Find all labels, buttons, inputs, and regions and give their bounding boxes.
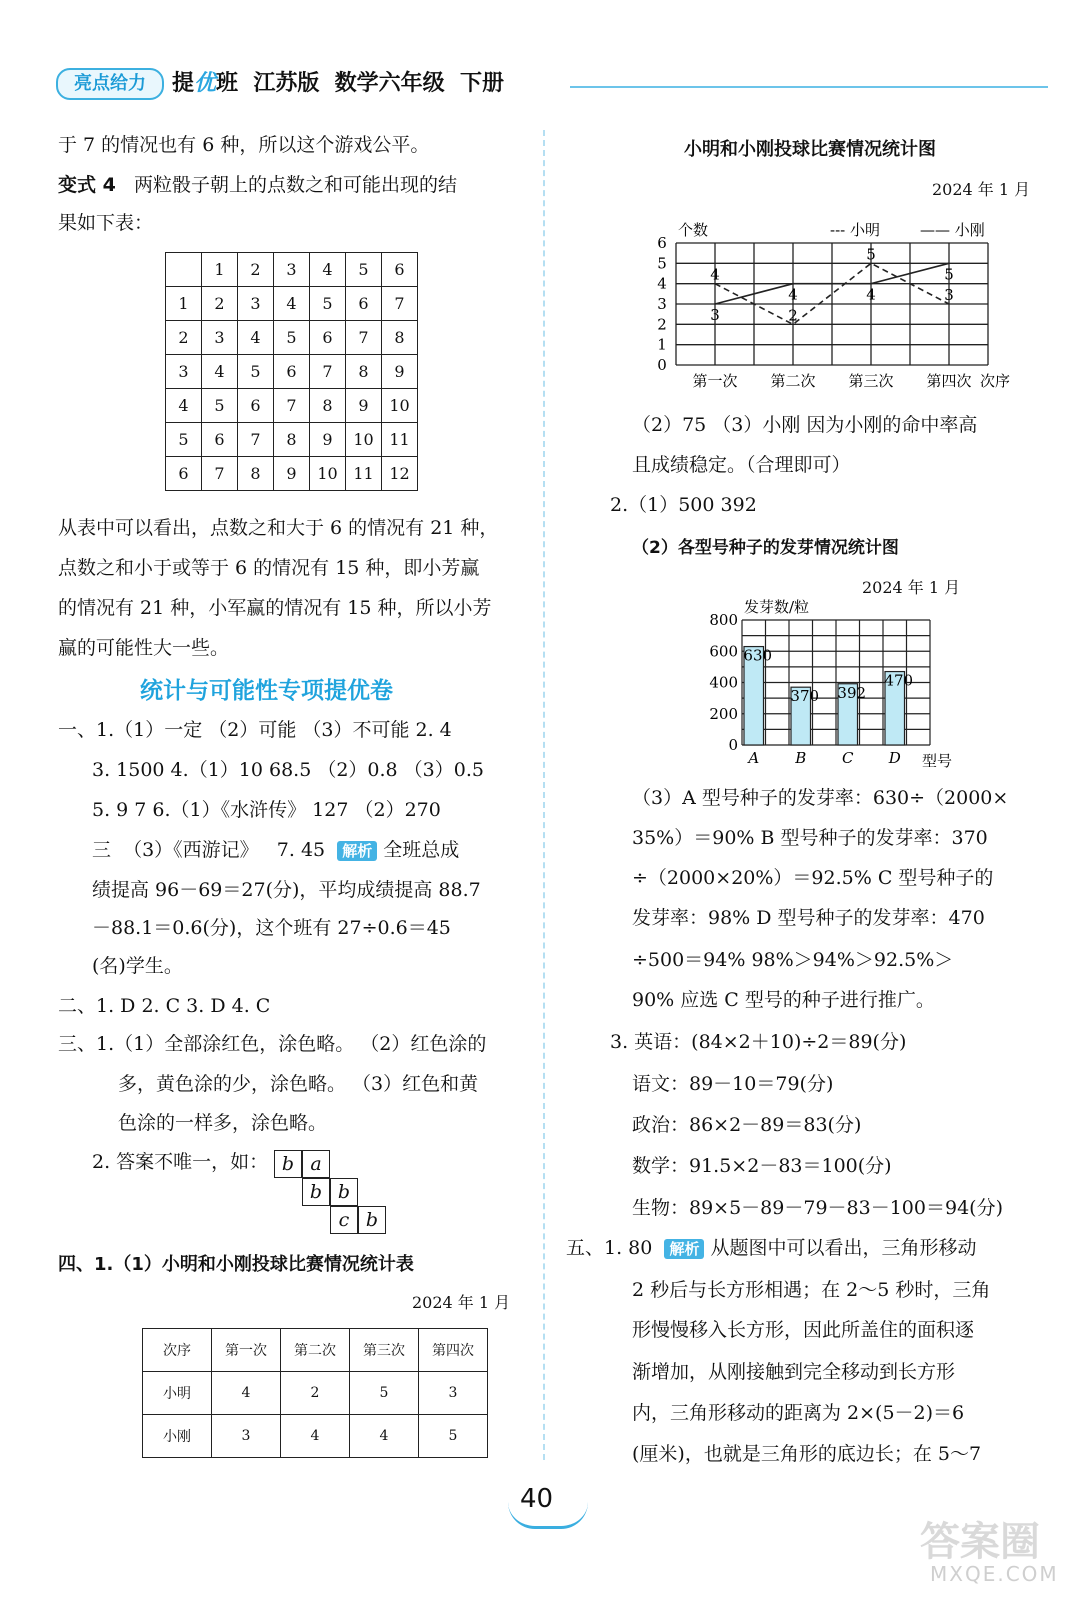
table-cell: 5: [202, 389, 238, 423]
table-cell: 3: [274, 253, 310, 287]
data-label: 2: [788, 306, 798, 325]
chart1-ylabel: 个数: [678, 221, 709, 239]
table-cell: 7: [274, 389, 310, 423]
table-cell: 9: [382, 355, 418, 389]
chart1-xlabel: 次序: [980, 372, 1011, 390]
table-cell: 2: [166, 321, 202, 355]
q3-line4: 数学：91.5×2－83＝100(分): [632, 1155, 892, 1177]
table-cell: 4: [238, 321, 274, 355]
section-title: 统计与可能性专项提优卷: [140, 678, 393, 704]
s3-line3: 色涂的一样多，涂色略。: [118, 1112, 328, 1134]
right-p4: 发芽率：98% D 型号种子的发芽率：470: [632, 907, 985, 929]
table-row: [143, 1372, 488, 1415]
table-cell: 6: [382, 253, 418, 287]
s1-line5: 绩提高 96－69＝27(分)，平均成绩提高 88.7: [92, 879, 481, 901]
right-line2: 且成绩稳定。（合理即可）: [632, 454, 851, 476]
analysis-tag: 解析: [337, 841, 377, 861]
table-cell: 9: [310, 423, 346, 457]
table-cell: 4: [166, 389, 202, 423]
table-cell: 7: [346, 321, 382, 355]
table-cell: 1: [166, 287, 202, 321]
net-cell: c: [330, 1206, 358, 1234]
q3-line1: 3. 英语：(84×2＋10)÷2＝89(分): [610, 1031, 907, 1053]
q3-line2: 语文：89－10＝79(分): [632, 1073, 834, 1095]
table-header-cell: 第二次: [281, 1329, 350, 1372]
table-cell: 6: [346, 287, 382, 321]
table-cell: 6: [310, 321, 346, 355]
left-para-4: 赢的可能性大一些。: [58, 637, 230, 659]
y-tick-label: 6: [657, 234, 667, 252]
variant-line: [58, 165, 457, 205]
x-tick-label: A: [748, 749, 760, 767]
y-tick-label: 5: [657, 254, 667, 273]
table-cell: 4: [281, 1415, 350, 1458]
table-row: [166, 287, 418, 321]
table-cell: 10: [382, 389, 418, 423]
s1-line4b: 全班总成: [383, 839, 460, 861]
q3-line3: 政治：86×2－89＝83(分): [632, 1114, 862, 1136]
x-tick-label: 第二次: [770, 372, 816, 390]
table-cell: 3: [419, 1372, 488, 1415]
net-cell: a: [302, 1150, 330, 1178]
chart2-xlabel: 型号: [922, 752, 953, 770]
bar-value-label: 392: [837, 683, 867, 702]
table-cell: 5: [166, 423, 202, 457]
table-cell: 5: [274, 321, 310, 355]
right-p2: 35%）＝90% B 型号种子的发芽率：370: [632, 827, 988, 849]
table-cell: 5: [310, 287, 346, 321]
left-para-3: 的情况有 21 种，小军赢的情况有 15 种，所以小芳: [58, 597, 492, 619]
table-cell: 7: [202, 457, 238, 491]
table-cell: 8: [346, 355, 382, 389]
table-header-cell: 第三次: [350, 1329, 419, 1372]
page-number: 40: [520, 1484, 554, 1514]
s4-date: 2024 年 1 月: [412, 1293, 511, 1312]
table-row: [166, 253, 418, 287]
dice-sum-table: [165, 252, 418, 491]
title-post: 班 江苏版 数学六年级 下册: [216, 71, 504, 96]
table-cell: 3: [212, 1415, 281, 1458]
left-para-1: 从表中可以看出，点数之和大于 6 的情况有 21 种，: [58, 517, 499, 539]
s2-line: 二、1. D 2. C 3. D 4. C: [58, 995, 271, 1017]
y-tick-label: 1: [657, 335, 667, 354]
table-cell: 6: [202, 423, 238, 457]
x-tick-label: 第四次: [926, 372, 972, 390]
table-cell: 7: [382, 287, 418, 321]
right-line3: 2.（1）500 392: [610, 494, 757, 516]
table-cell: 10: [346, 423, 382, 457]
table-cell: 6: [274, 355, 310, 389]
table-cell: 2: [281, 1372, 350, 1415]
chart2-date: 2024 年 1 月: [862, 578, 961, 597]
table-cell: 8: [238, 457, 274, 491]
table-cell: 3: [238, 287, 274, 321]
y-tick-label: 800: [709, 611, 738, 629]
s1-line3: 5. 9 7 6.（1）《水浒传》 127 （2）270: [92, 799, 441, 821]
left-para-2: 点数之和小于或等于 6 的情况有 15 种，即小芳赢: [58, 557, 480, 579]
s1-line7: (名)学生。: [92, 955, 183, 977]
chart1-legend-ming: --- 小明: [830, 221, 880, 239]
y-tick-label: 2: [657, 315, 667, 334]
line-chart: [640, 210, 1040, 405]
table-cell: 4: [212, 1372, 281, 1415]
s3-line4: 2. 答案不唯一，如：: [92, 1151, 269, 1173]
x-tick-label: D: [888, 749, 901, 767]
table-cell: 6: [238, 389, 274, 423]
table-cell: 5: [350, 1372, 419, 1415]
table-cell: 8: [274, 423, 310, 457]
table-cell: 2: [202, 287, 238, 321]
net-cell: b: [358, 1206, 386, 1234]
variant-text2: 果如下表：: [58, 212, 154, 234]
x-tick-label: 第一次: [692, 372, 738, 390]
bar-value-label: 470: [884, 671, 914, 690]
left-line1: 于 7 的情况也有 6 种，所以这个游戏公平。: [58, 134, 430, 156]
table-cell: 4: [274, 287, 310, 321]
y-tick-label: 200: [709, 704, 738, 723]
s1-line4: [92, 830, 459, 870]
variant-label: 变式 4: [58, 174, 116, 196]
table-header-cell: 第一次: [212, 1329, 281, 1372]
column-divider: [543, 130, 545, 1460]
table-cell: 11: [382, 423, 418, 457]
table-cell: 小刚: [143, 1415, 212, 1458]
net-cell: b: [302, 1178, 330, 1206]
title-pre: 提: [172, 71, 195, 96]
bar-chart: [690, 590, 980, 775]
table-cell: 3: [166, 355, 202, 389]
table-cell: 5: [346, 253, 382, 287]
table-row: [166, 457, 418, 491]
analysis-tag: 解析: [664, 1239, 704, 1259]
table-row: [166, 321, 418, 355]
table-cell: 8: [310, 389, 346, 423]
watermark-url: MXQE.COM: [930, 1562, 1059, 1586]
net-cell: b: [330, 1178, 358, 1206]
table-header-cell: 次序: [143, 1329, 212, 1372]
x-tick-label: C: [842, 749, 854, 767]
y-tick-label: 400: [709, 673, 738, 692]
variant-text: 两粒骰子朝上的点数之和可能出现的结: [133, 174, 457, 196]
table-cell: 6: [166, 457, 202, 491]
chart2-title: （2）各型号种子的发芽情况统计图: [632, 538, 899, 558]
table-cell: 1: [202, 253, 238, 287]
table-cell: 7: [310, 355, 346, 389]
s4-title: 四、1.（1）小明和小刚投球比赛情况统计表: [58, 1254, 414, 1275]
chart1-date: 2024 年 1 月: [932, 180, 1031, 199]
right-p6: 90% 应选 C 型号的种子进行推广。: [632, 989, 935, 1011]
q3-line5: 生物：89×5－89－79－83－100＝94(分): [632, 1197, 1003, 1219]
right-p3: ÷（2000×20%）＝92.5% C 型号种子的: [632, 867, 994, 889]
book-title: [172, 66, 504, 97]
table-cell: 12: [382, 457, 418, 491]
q5-line2: 2 秒后与长方形相遇；在 2～5 秒时，三角: [632, 1279, 991, 1301]
y-tick-label: 600: [709, 642, 738, 661]
table-cell: 9: [346, 389, 382, 423]
s1-line4a: 三 （3）《西游记》 7. 45: [92, 839, 326, 861]
q5-line5: 内，三角形移动的距离为 2×(5－2)＝6: [632, 1402, 965, 1424]
x-tick-label: B: [795, 749, 807, 767]
table-cell: 5: [419, 1415, 488, 1458]
q5-line1: [566, 1228, 977, 1268]
title-you: 优: [194, 71, 217, 96]
right-p5: ÷500＝94% 98%＞94%＞92.5%＞: [632, 949, 954, 971]
table-cell: 3: [202, 321, 238, 355]
score-table: [142, 1328, 488, 1458]
data-label: 3: [944, 286, 954, 304]
table-row: [166, 355, 418, 389]
data-label: 3: [710, 306, 720, 324]
q5-line3: 形慢慢移入长方形，因此所盖住的面积逐: [632, 1319, 975, 1341]
data-label: 4: [788, 285, 798, 304]
table-header-cell: 第四次: [419, 1329, 488, 1372]
y-tick-label: 0: [657, 356, 667, 374]
brand-logo: 亮点给力: [56, 68, 164, 100]
y-tick-label: 0: [728, 736, 738, 754]
table-cell: 4: [310, 253, 346, 287]
s1-line1: 一、1.（1）一定 （2）可能 （3）不可能 2. 4: [58, 719, 452, 741]
q5-line4: 渐增加，从刚接触到完全移动到长方形: [632, 1361, 956, 1383]
bar-value-label: 630: [743, 646, 773, 665]
bar-value-label: 370: [790, 687, 820, 706]
s3-line1: 三、1.（1）全部涂红色，涂色略。 （2）红色涂的: [58, 1033, 487, 1055]
chart1-title: 小明和小刚投球比赛情况统计图: [684, 139, 936, 160]
data-label: 4: [866, 285, 876, 304]
table-row: [166, 389, 418, 423]
table-cell: 2: [238, 253, 274, 287]
table-cell: 9: [274, 457, 310, 491]
y-tick-label: 4: [657, 274, 667, 293]
header-rule: [570, 86, 1048, 88]
table-cell: [166, 253, 202, 287]
data-label: 4: [710, 265, 720, 284]
cube-net: [274, 1150, 390, 1234]
chart2-ylabel: 发芽数/粒: [744, 598, 810, 616]
table-row: [143, 1329, 488, 1372]
table-cell: 小明: [143, 1372, 212, 1415]
q5-lead: 五、1. 80: [566, 1237, 653, 1259]
table-cell: 8: [382, 321, 418, 355]
watermark: 答案圈: [920, 1519, 1040, 1565]
data-label: 5: [944, 265, 954, 284]
table-cell: 10: [310, 457, 346, 491]
right-p1: （3）A 型号种子的发芽率：630÷（2000×: [632, 787, 1009, 809]
net-cell: b: [274, 1150, 302, 1178]
q5-line6: (厘米)，也就是三角形的底边长；在 5～7: [632, 1443, 982, 1465]
q5-text: 从题图中可以看出，三角形移动: [710, 1237, 977, 1259]
s1-line2: 3. 1500 4.（1）10 68.5 （2）0.8 （3）0.5: [92, 759, 484, 781]
chart1-legend-gang: —— 小刚: [920, 221, 985, 239]
right-line1: （2）75 （3）小刚 因为小刚的命中率高: [632, 414, 978, 436]
table-cell: 5: [238, 355, 274, 389]
table-cell: 4: [350, 1415, 419, 1458]
table-cell: 4: [202, 355, 238, 389]
s1-line6: －88.1＝0.6(分)，这个班有 27÷0.6＝45: [92, 917, 451, 939]
table-cell: 11: [346, 457, 382, 491]
x-tick-label: 第三次: [848, 372, 894, 390]
s3-line2: 多，黄色涂的少，涂色略。 （3）红色和黄: [118, 1073, 479, 1095]
data-label: 5: [866, 245, 876, 264]
table-row: [166, 423, 418, 457]
table-cell: 7: [238, 423, 274, 457]
y-tick-label: 3: [657, 295, 667, 313]
table-row: [143, 1415, 488, 1458]
